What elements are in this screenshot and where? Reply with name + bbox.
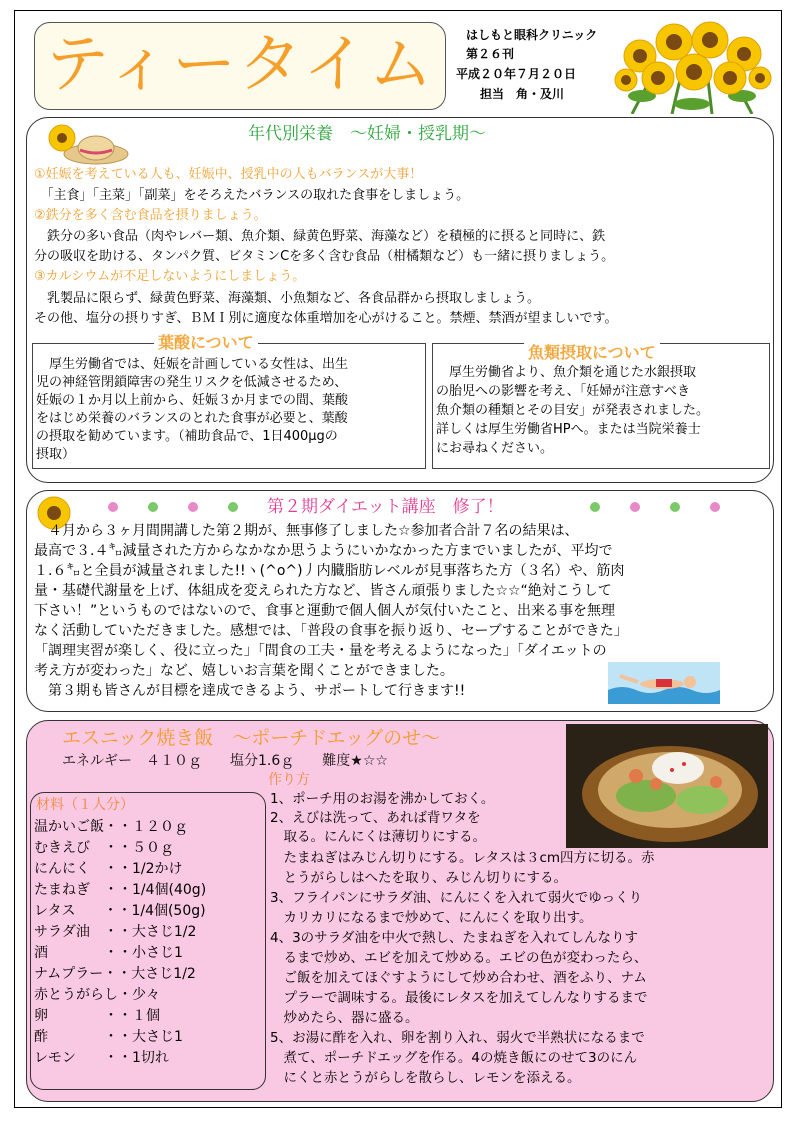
recipe-step-line: 4、3のサラダ油を中火で熱し、たまねぎを入れてしんなりす bbox=[270, 930, 639, 946]
decor-dot bbox=[670, 502, 680, 512]
folic-line-4: をはじめ栄養のバランスのとれた食事が必要と、葉酸 bbox=[36, 411, 348, 426]
straw-hat-sunflower-icon bbox=[44, 122, 130, 166]
recipe-step-line: るまで炒め、エビを加えて炒める。エビの色が変わったら、 bbox=[270, 950, 648, 966]
newsletter-title: ティータイム bbox=[45, 28, 435, 102]
diet-line-3: １.６㌔と全員が減量されました!!ヽ(^o^)丿内臓脂肪レベルが見事落ちた方（３名）や、筋肉 bbox=[34, 563, 625, 579]
decor-dot bbox=[590, 502, 600, 512]
decor-dot bbox=[228, 502, 238, 512]
recipe-step-line: 2、えびは洗って、あれば背ワタを bbox=[270, 810, 481, 826]
fish-line-5: にお尋ねください。 bbox=[436, 441, 554, 456]
diet-course-title: 第２期ダイエット講座 修了！ bbox=[267, 497, 504, 517]
recipe-step-line: にくと赤とうがらしを散らし、レモンを添える。 bbox=[270, 1070, 581, 1086]
nutrition-line-1: ①妊娠を考えている人も、妊娠中、授乳中の人もバランスが大事！ bbox=[34, 167, 423, 182]
ingredient-item: レタス ・・1/4個(50g) bbox=[34, 903, 206, 919]
fish-intake-title: 魚類摂取について bbox=[524, 343, 660, 363]
recipe-step-line: 3、フライパンにサラダ油、にんにくを入れて弱火でゆっくり bbox=[270, 890, 643, 906]
ingredient-item: 赤とうがらし・少々 bbox=[34, 987, 160, 1003]
folic-line-2: 児の神経管閉鎖障害の発生リスクを低減させるため、 bbox=[36, 375, 348, 390]
diet-line-2: 最高で３.４㌔減量された方からなかなか思うようにいかなかった方までいましたが、平均で bbox=[34, 543, 613, 559]
method-label: 作り方 bbox=[268, 772, 310, 788]
diet-line-5: 下さい！”というものではないので、食事と運動で個人個人が気付いたこと、出来る事を無理 bbox=[34, 603, 615, 619]
fish-line-4: 詳しくは厚生労働省HPへ。または当院栄養士 bbox=[436, 422, 701, 437]
recipe-meta: エネルギー ４１０ｇ 塩分1.6ｇ 難度★☆☆ bbox=[62, 753, 388, 769]
nutrition-line-2: 「主食」「主菜」「副菜」をそろえたバランスの取れた食事をしましょう。 bbox=[34, 188, 470, 203]
folic-line-1: 厚生労働省では、妊娠を計画している女性は、出生 bbox=[36, 357, 349, 372]
ingredient-item: むきえび ・・５０ｇ bbox=[34, 840, 174, 856]
ingredient-item: 卵 ・・１個 bbox=[34, 1008, 160, 1024]
diet-line-8: 考え方が変わった」など、嬉しいお言葉を聞くことができました。 bbox=[34, 663, 454, 679]
fried-rice-photo bbox=[566, 724, 768, 848]
nutrition-title: 年代別栄養 ～妊婦・授乳期～ bbox=[248, 124, 486, 144]
recipe-step-line: 取る。にんにくは薄切りにする。 bbox=[270, 829, 486, 845]
folic-line-3: 妊娠の１か月以上前から、妊娠３か月までの間、葉酸 bbox=[36, 393, 349, 408]
fish-line-3: 魚介類の種類とその目安」が発表されました。 bbox=[436, 403, 710, 418]
decor-dot bbox=[188, 502, 198, 512]
nutrition-line-8: その他、塩分の摂りすぎ、ＢＭＩ別に適度な体重増加を心がけること。禁煙、禁酒が望ましいです。 bbox=[34, 311, 618, 326]
diet-line-1: ４月から３ヶ月間開講した第２期が、無事修了しました☆参加者合計７名の結果は、 bbox=[34, 523, 579, 539]
recipe-step-line: プラーで調味する。最後にレタスを加えてしんなりするまで bbox=[270, 990, 648, 1006]
ingredient-item: にんにく ・・1/2かけ bbox=[34, 861, 183, 877]
recipe-step-line: とうがらしはへたを取り、みじん切りにする。 bbox=[270, 870, 567, 886]
clinic-name: はしもと眼科クリニック bbox=[466, 28, 598, 42]
nutrition-line-3: ②鉄分を多く含む食品を摂りましょう。 bbox=[34, 208, 267, 223]
recipe-step-line: 炒めたら、器に盛る。 bbox=[270, 1010, 419, 1026]
ingredient-item: 温かいご飯・・１２０ｇ bbox=[34, 819, 188, 835]
recipe-step-line: 1、ポーチ用のお湯を沸かしておく。 bbox=[270, 791, 495, 807]
ingredient-item: サラダ油 ・・大さじ1/2 bbox=[34, 924, 197, 940]
sunflower-bouquet-image bbox=[612, 16, 772, 114]
issue-date: 平成２０年７月２０日 bbox=[456, 67, 577, 81]
diet-line-6: なく活動していただきました。感想では、「普段の食事を振り返り、セーブすることができた」 bbox=[34, 623, 628, 639]
ingredient-item: 酒 ・・小さじ1 bbox=[34, 945, 183, 961]
recipe-step-line: 5、お湯に酢を入れ、卵を割り入れ、弱火で半熟状になるまで bbox=[270, 1030, 645, 1046]
ingredients-title: 材料（１人分） bbox=[36, 797, 134, 813]
nutrition-line-7: 乳製品に限らず、緑黄色野菜、海藻類、小魚類など、各食品群から摂取しましょう。 bbox=[34, 291, 540, 306]
diet-line-4: 量・基礎代謝量を上げ、体組成を変えられた方など、皆さん頑張りました☆☆“絶対こうして bbox=[34, 583, 612, 599]
fish-line-2: の胎児への影響を考え、「妊婦が注意すべき bbox=[436, 384, 691, 399]
fish-line-1: 厚生労働省より、魚介類を通じた水銀摂取 bbox=[436, 365, 697, 380]
ingredient-item: 酢 ・・大さじ1 bbox=[34, 1029, 183, 1045]
folic-line-6: 摂取） bbox=[36, 447, 76, 462]
diet-line-9: 第３期も皆さんが目標を達成できるよう、サポートして行きます!! bbox=[34, 683, 466, 699]
issue-number: 第２６刊 bbox=[466, 47, 515, 61]
decor-dot bbox=[630, 502, 640, 512]
folic-line-5: の摂取を勧めています。（補助食品で、1日400μgの bbox=[36, 429, 338, 444]
recipe-title: エスニック焼き飯 ～ポーチドエッグのせ～ bbox=[62, 727, 441, 749]
recipe-step-line: 煮て、ポーチドエッグを作る。4の焼き飯にのせて3のにん bbox=[270, 1050, 638, 1066]
recipe-step-line: カリカリになるまで炒めて、にんにくを取り出す。 bbox=[270, 910, 593, 926]
nutrition-line-4: 鉄分の多い食品（肉やレバー類、魚介類、緑黄色野菜、海藻など）を積極的に摂ると同時に、鉄 bbox=[34, 229, 606, 244]
decor-dot bbox=[108, 502, 118, 512]
ingredient-item: レモン ・・1切れ bbox=[34, 1050, 169, 1066]
diet-line-7: 「調理実習が楽しく、役に立った」「間食の工夫・量を考えるようになった」「ダイエットの bbox=[34, 643, 607, 659]
ingredient-item: たまねぎ ・・1/4個(40g) bbox=[34, 882, 207, 898]
nutrition-line-6: ③カルシウムが不足しないようにしましょう。 bbox=[34, 269, 306, 284]
recipe-step-line: ご飯を加えてほぐすようにして炒め合わせ、酒をふり、ナム bbox=[270, 970, 647, 986]
folic-acid-title: 葉酸について bbox=[154, 333, 258, 353]
swimmer-image bbox=[608, 662, 720, 704]
decor-dot bbox=[148, 502, 158, 512]
recipe-step-line: たまねぎはみじん切りにする。レタスは３cm四方に切る。赤 bbox=[270, 850, 655, 866]
ingredient-item: ナムプラー・・大さじ1/2 bbox=[34, 966, 196, 982]
nutrition-line-5: 分の吸収を助ける、タンパク質、ビタミンCを多く含む食品（柑橘類など）も一緒に摂りましょう。 bbox=[34, 249, 615, 264]
decor-dot bbox=[710, 502, 720, 512]
staff-names: 担当 角・及川 bbox=[480, 87, 565, 101]
